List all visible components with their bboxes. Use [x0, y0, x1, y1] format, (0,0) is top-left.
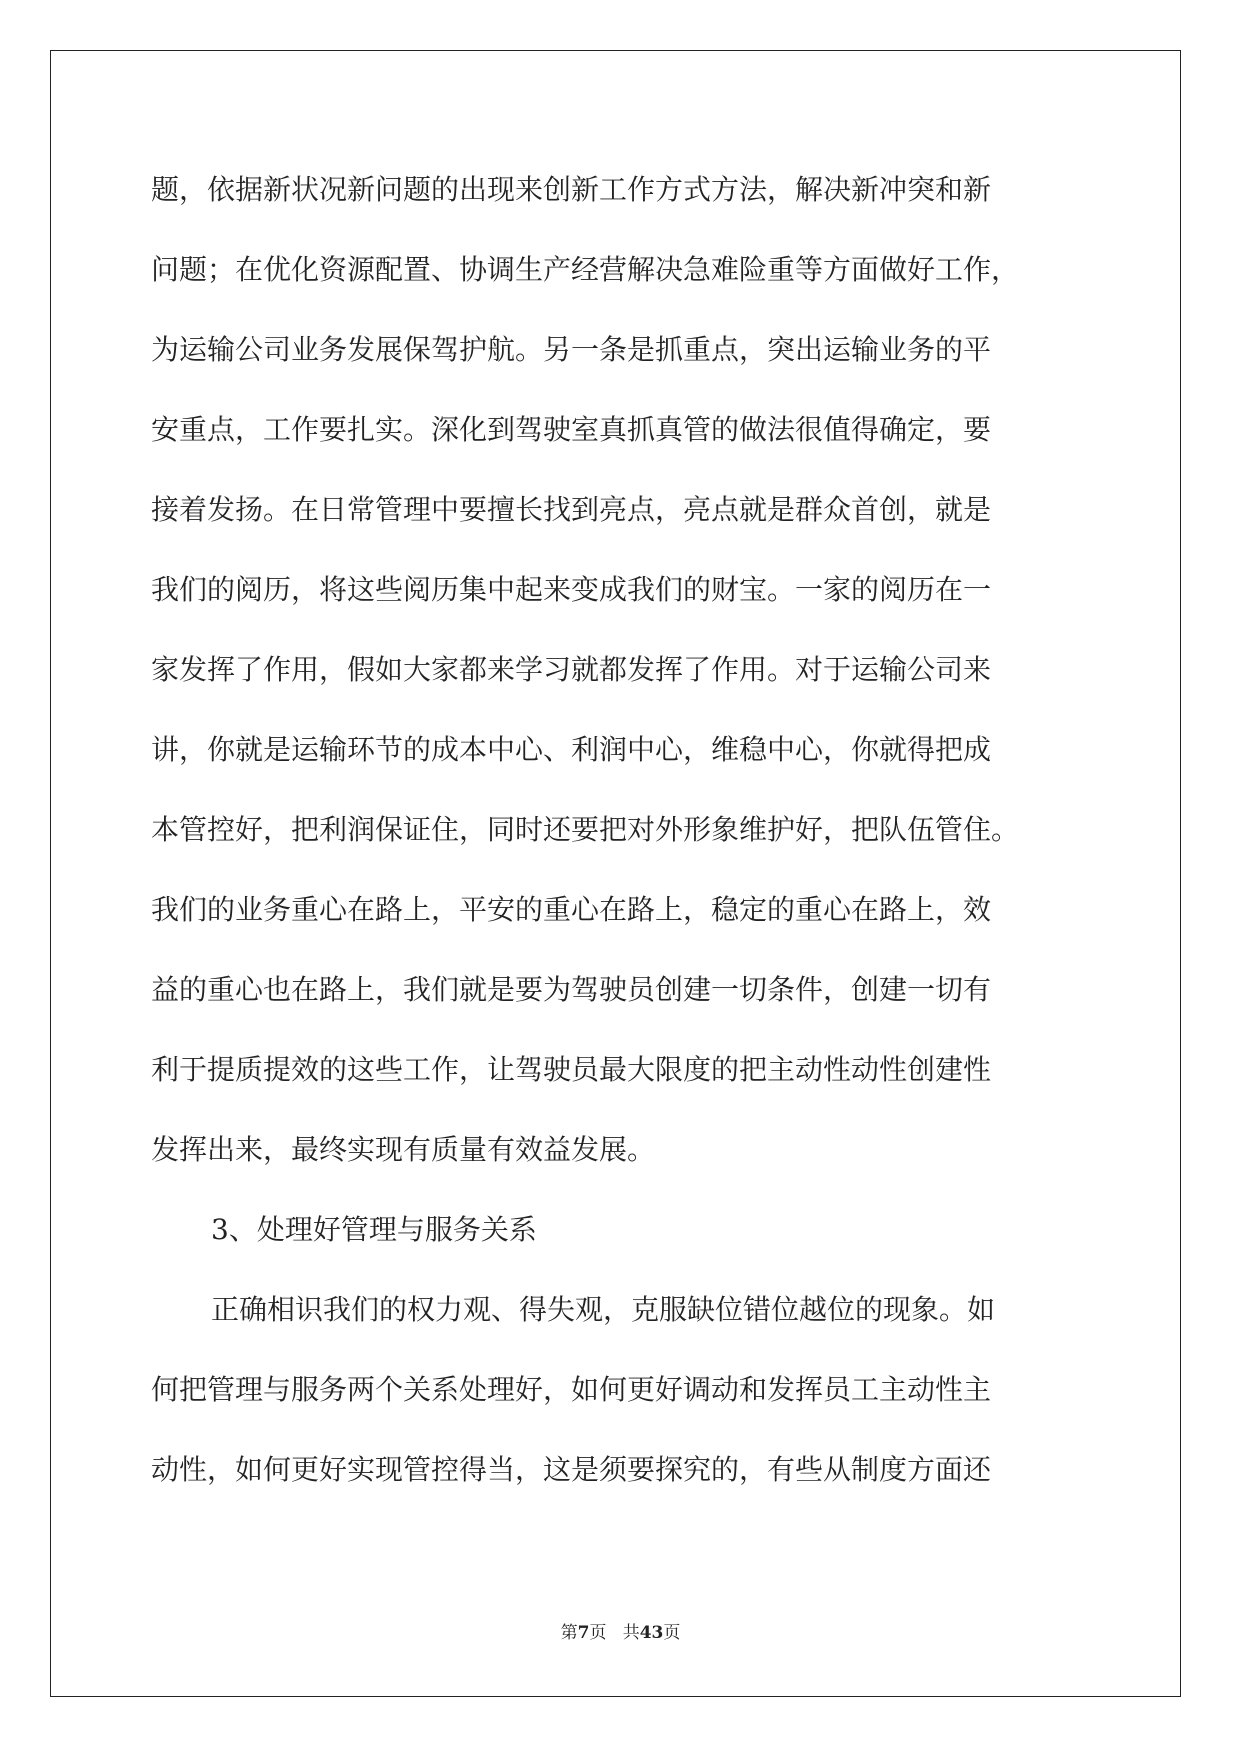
text-line: 题，依据新状况新问题的出现来创新工作方式方法，解决新冲突和新	[151, 173, 992, 206]
text-line: 为运输公司业务发展保驾护航。另一条是抓重点，突出运输业务的平	[151, 333, 992, 366]
section-heading: 3、处理好管理与服务关系	[211, 1213, 537, 1246]
total-pages: 43	[639, 1623, 664, 1643]
footer-page-suffix: 页	[589, 1623, 607, 1643]
text-line: 家发挥了作用，假如大家都来学习就都发挥了作用。对于运输公司来	[151, 653, 992, 686]
text-line: 我们的阅历，将这些阅历集中起来变成我们的财宝。一家的阅历在一	[151, 573, 992, 606]
text-line: 安重点，工作要扎实。深化到驾驶室真抓真管的做法很值得确定，要	[151, 413, 992, 446]
page-footer	[0, 1618, 1241, 1643]
text-line: 正确相识我们的权力观、得失观，克服缺位错位越位的现象。如	[211, 1293, 996, 1326]
footer-prefix: 第	[560, 1623, 578, 1643]
page-number: 7	[577, 1623, 590, 1643]
text-line: 问题；在优化资源配置、协调生产经营解决急难险重等方面做好工作，	[151, 253, 1020, 286]
text-line: 利于提质提效的这些工作，让驾驶员最大限度的把主动性动性创建性	[151, 1053, 992, 1086]
text-line: 益的重心也在路上，我们就是要为驾驶员创建一切条件，创建一切有	[151, 973, 992, 1006]
text-line: 动性，如何更好实现管控得当，这是须要探究的，有些从制度方面还	[151, 1453, 992, 1486]
document-body	[151, 163, 1101, 1523]
text-line: 接着发扬。在日常管理中要擅长找到亮点，亮点就是群众首创，就是	[151, 493, 992, 526]
text-line: 发挥出来，最终实现有质量有效益发展。	[151, 1133, 656, 1166]
text-line: 何把管理与服务两个关系处理好，如何更好调动和发挥员工主动性主	[151, 1373, 992, 1406]
footer-total-suffix: 页	[663, 1623, 681, 1643]
text-line: 本管控好，把利润保证住，同时还要把对外形象维护好，把队伍管住。	[151, 813, 1020, 846]
footer-total-prefix: 共	[622, 1623, 640, 1643]
text-line: 讲，你就是运输环节的成本中心、利润中心，维稳中心，你就得把成	[151, 733, 992, 766]
text-line: 我们的业务重心在路上，平安的重心在路上，稳定的重心在路上，效	[151, 893, 992, 926]
